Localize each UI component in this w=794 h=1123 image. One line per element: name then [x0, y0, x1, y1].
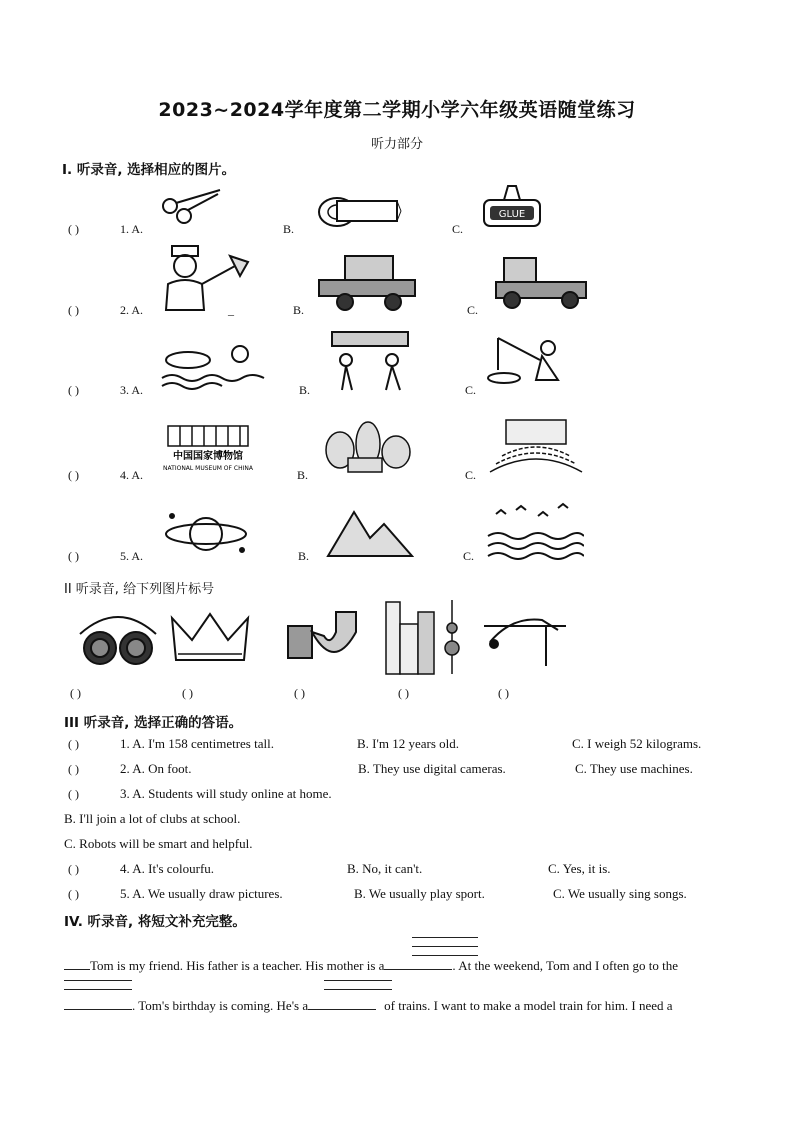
answer-blank[interactable] [64, 1009, 132, 1010]
planet-icon [160, 506, 252, 560]
answer-paren[interactable]: ( ) [68, 737, 79, 751]
passage-text: of trains. I want to make a model train for him. I need a [384, 998, 673, 1013]
answer-paren[interactable]: ( ) [68, 887, 79, 901]
answer-paren[interactable]: ( ) [68, 787, 79, 801]
answer-paren[interactable]: ( ) [68, 303, 79, 317]
harvester-icon [315, 250, 420, 312]
q4-option-b: B. No, it can't. [347, 861, 423, 876]
blank-line [64, 989, 132, 990]
option-b-label: B. [298, 549, 310, 563]
q1-option-a: 1. A. I'm 158 centimetres tall. [120, 736, 274, 751]
blank-line [324, 980, 392, 981]
q2-option-b: B. They use digital cameras. [358, 761, 506, 776]
q5-option-b: B. We usually play sport. [354, 886, 485, 901]
blank-line [324, 989, 392, 990]
q1-option-b: B. I'm 12 years old. [357, 736, 459, 751]
passage-text: Tom is my friend. His father is a teacher. His mother is a [90, 958, 385, 973]
passage-line-2 [64, 998, 673, 1014]
answer-paren[interactable]: ( ) [68, 762, 79, 776]
answer-paren[interactable]: ( ) [498, 686, 509, 700]
answer-paren[interactable]: ( ) [68, 468, 79, 482]
indent-blank [64, 969, 90, 970]
cinema-icon [486, 416, 588, 476]
option-b-label: B. [283, 222, 295, 236]
goggles-icon [76, 604, 160, 674]
option-c-label: C. [465, 468, 477, 482]
sports-meeting-icon [322, 330, 418, 396]
q1-option-c: C. I weigh 52 kilograms. [572, 736, 702, 751]
option-c-label: C. [465, 383, 477, 397]
answer-paren[interactable]: ( ) [398, 686, 409, 700]
answer-paren[interactable]: ( ) [294, 686, 305, 700]
passage-text: . Tom's birthday is coming. He's a [132, 998, 309, 1013]
q3-option-c: C. Robots will be smart and helpful. [64, 836, 253, 851]
cleaner-person-icon [160, 244, 252, 316]
mountain-icon [326, 508, 414, 558]
zoo-icon [318, 414, 414, 476]
part4-heading: IV. 听录音, 将短文补充完整。 [64, 914, 246, 930]
q2-option-c: C. They use machines. [575, 761, 693, 776]
option-a-label: 5. A. [120, 549, 144, 563]
underscore-mark: _ [228, 303, 234, 317]
answer-paren[interactable]: ( ) [70, 686, 81, 700]
option-b-label: B. [297, 468, 309, 482]
q2-option-a: 2. A. On foot. [120, 761, 192, 776]
city-skyline-icon [382, 598, 468, 676]
museum-cn-text: 中国国家博物馆 [173, 451, 243, 462]
answer-paren[interactable]: ( ) [68, 549, 79, 563]
street-sweeper-icon [490, 252, 595, 310]
option-c-label: C. [463, 549, 475, 563]
option-c-label: C. [452, 222, 464, 236]
sea-icon [486, 500, 584, 560]
answer-paren[interactable]: ( ) [182, 686, 193, 700]
passage-line-1 [64, 958, 678, 974]
q3-option-a: 3. A. Students will study online at home. [120, 786, 332, 801]
q4-option-c: C. Yes, it is. [548, 861, 611, 876]
high-jump-icon [482, 606, 568, 668]
option-a-label: 3. A. [120, 383, 144, 397]
tape-icon [313, 192, 403, 232]
glue-icon [478, 184, 546, 232]
q5-option-a: 5. A. We usually draw pictures. [120, 886, 283, 901]
q3-option-b: B. I'll join a lot of clubs at school. [64, 811, 241, 826]
swimming-icon [160, 338, 270, 390]
answer-paren[interactable]: ( ) [68, 862, 79, 876]
passage-text: . At the weekend, Tom and I often go to the [452, 958, 678, 973]
film-icon [284, 602, 364, 672]
option-a-label: 2. A. [120, 303, 144, 317]
part3-heading: III 听录音, 选择正确的答语。 [64, 715, 243, 731]
fishing-icon [484, 334, 576, 392]
option-b-label: B. [299, 383, 311, 397]
scissors-icon [158, 186, 228, 228]
blank-line [412, 955, 478, 956]
crown-icon [170, 610, 252, 668]
blank-line [64, 980, 132, 981]
q5-option-c: C. We usually sing songs. [553, 886, 687, 901]
national-museum-icon [160, 422, 256, 474]
answer-blank[interactable] [384, 969, 452, 970]
answer-paren[interactable]: ( ) [68, 383, 79, 397]
option-a-label: 1. A. [120, 222, 144, 236]
part2-heading: II 听录音, 给下列图片标号 [64, 582, 215, 597]
page-subtitle: 听力部分 [370, 137, 423, 152]
answer-blank[interactable] [308, 1009, 376, 1010]
option-b-label: B. [293, 303, 305, 317]
option-a-label: 4. A. [120, 468, 144, 482]
option-c-label: C. [467, 303, 479, 317]
blank-line [412, 937, 478, 938]
museum-en-text: NATIONAL MUSEUM OF CHINA [163, 465, 253, 472]
blank-line [412, 946, 478, 947]
answer-paren[interactable]: ( ) [68, 222, 79, 236]
page-title: 2023~2024学年度第二学期小学六年级英语随堂练习 [158, 99, 636, 121]
glue-text: GLUE [498, 209, 526, 220]
part1-heading: I. 听录音, 选择相应的图片。 [62, 162, 236, 178]
q4-option-a: 4. A. It's colourfu. [120, 861, 215, 876]
